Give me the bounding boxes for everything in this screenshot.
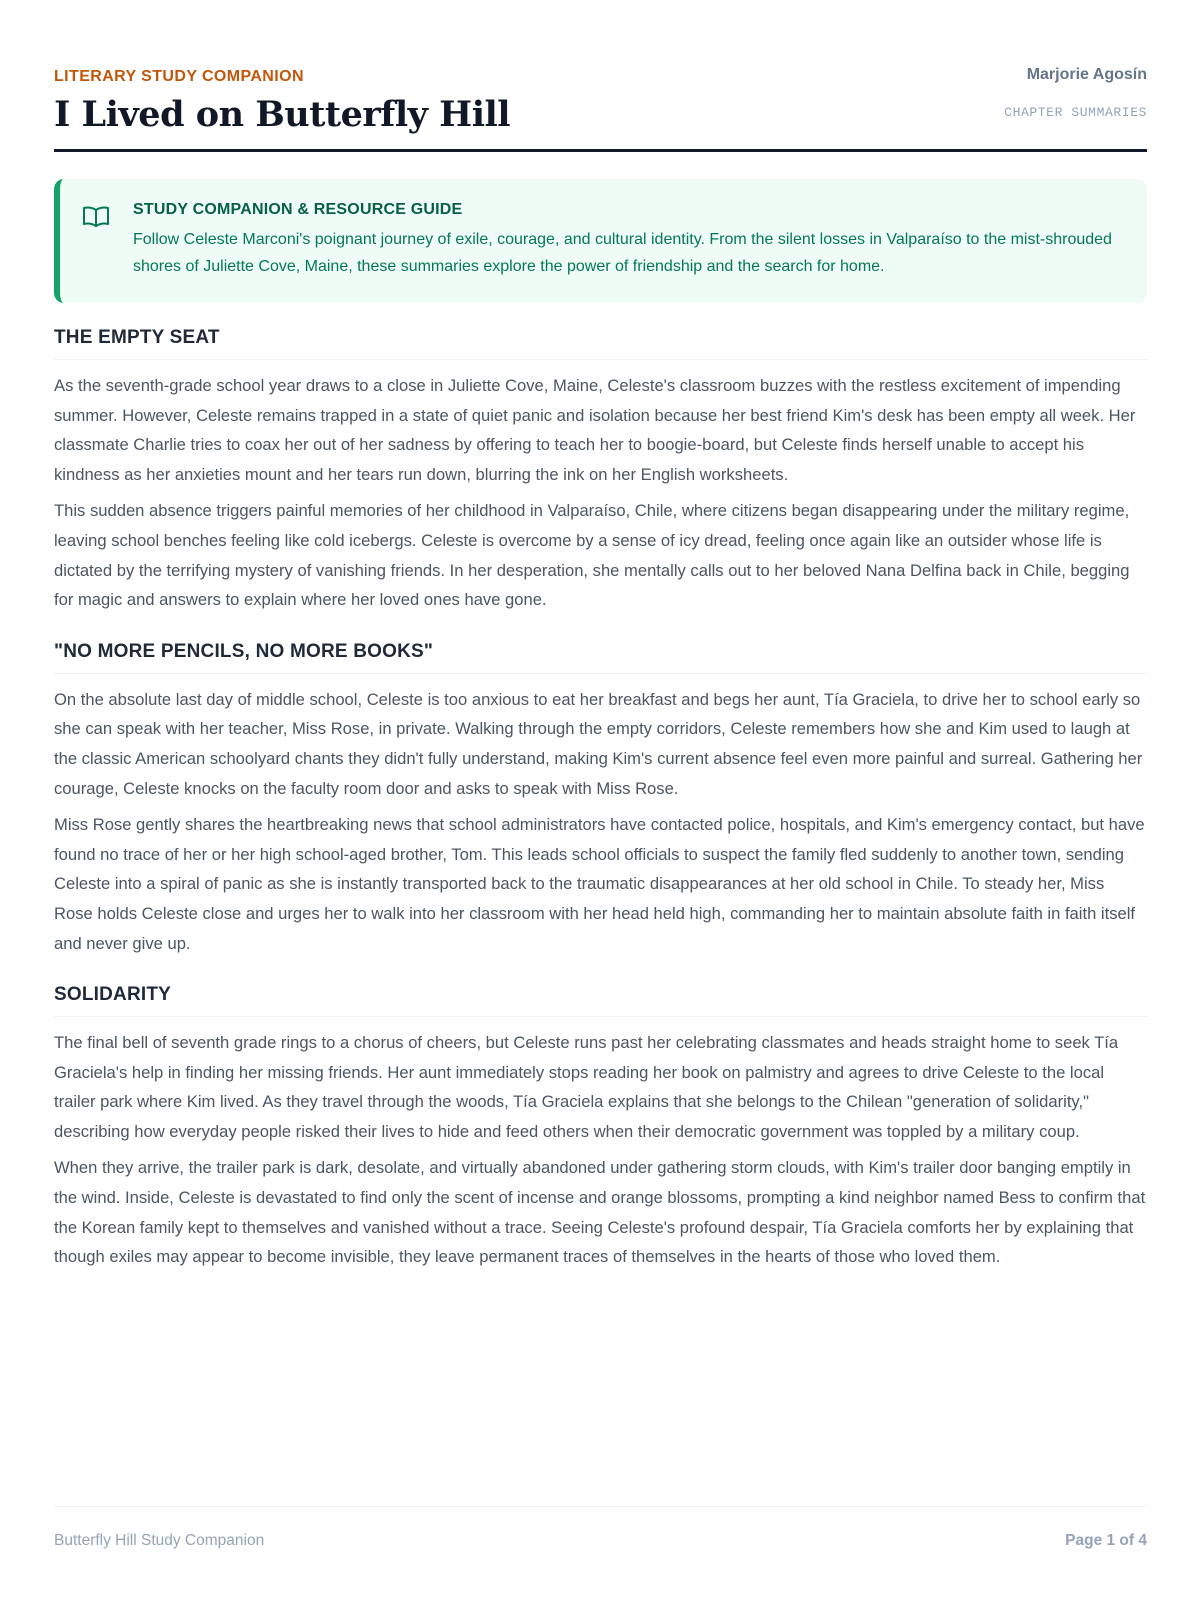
page-number: Page 1 of 4: [1065, 1532, 1147, 1549]
chapter-section: [54, 641, 1147, 958]
callout-text: Follow Celeste Marconi's poignant journey of exile, courage, and cultural identity. From the silent losses in Valparaíso to the mist-shrouded shores of Juliette Cove, Maine, these summaries explore the power of friendship and the search for home.: [133, 231, 1112, 275]
study-guide-callout: [54, 179, 1147, 303]
summary-paragraph: As the seventh-grade school year draws to a close in Juliette Cove, Maine, Celeste's classroom buzzes with the restless excitement of impending summer. However, Celeste remains trapped in a state of quiet panic and isolation because her best friend Kim's desk has been empty all week. Her classmate Charlie tries to coax her out of her sadness by offering to teach her to boogie-board, but Celeste finds herself unable to accept his kindness as her anxieties mount and her tears run down, blurring the ink on her English worksheets.: [54, 376, 1136, 484]
summary-paragraph: When they arrive, the trailer park is dark, desolate, and virtually abandoned under gathering storm clouds, with Kim's trailer door banging emptily in the wind. Inside, Celeste is devastated to find only the scent of incense and orange blossoms, prompting a kind neighbor named Bess to confirm that the Korean family kept to themselves and vanished without a trace. Seeing Celeste's profound despair, Tía Graciela comforts her by explaining that though exiles may appear to become invisible, they leave permanent traces of themselves in the hearts of those who loved them.: [54, 1158, 1146, 1267]
author-name: Marjorie Agosín: [1026, 66, 1147, 83]
chapter-section: [54, 984, 1147, 1272]
chapter-heading: THE EMPTY SEAT: [54, 327, 1147, 360]
chapter-summaries: [54, 327, 1147, 1298]
footer-publication-name: Butterfly Hill Study Companion: [54, 1532, 265, 1549]
summary-paragraph: This sudden absence triggers painful memories of her childhood in Valparaíso, Chile, where citizens began disappearing under the military regime, leaving school benches feeling like cold icebergs. Celeste is overcome by a sense of icy dread, feeling once again like an outsider whose life is dictated by the terrifying mystery of vanishing friends. In her desperation, she mentally calls out to her beloved Nana Delfina back in Chile, begging for magic and answers to explain where her loved ones have gone.: [54, 501, 1130, 610]
page-footer: [54, 1506, 1147, 1549]
summary-paragraph: On the absolute last day of middle school, Celeste is too anxious to eat her breakfast and begs her aunt, Tía Graciela, to drive her to school early so she can speak with her teacher, Miss Rose, in private. Walking through the empty corridors, Celeste remembers how she and Kim used to laugh at the classic American schoolyard chants they didn't fully understand, making Kim's current absence feel even more painful and surreal. Gathering her courage, Celeste knocks on the faculty room door and asks to speak with Miss Rose.: [54, 689, 1143, 798]
page-title: I Lived on Butterfly Hill: [54, 94, 511, 135]
chapter-section: [54, 327, 1147, 615]
chapter-heading: SOLIDARITY: [54, 984, 1147, 1017]
document-type-label: CHAPTER SUMMARIES: [1004, 105, 1147, 120]
callout-title: STUDY COMPANION & RESOURCE GUIDE: [133, 201, 463, 218]
chapter-heading: "NO MORE PENCILS, NO MORE BOOKS": [54, 641, 1147, 674]
open-book-icon: [82, 205, 110, 229]
document-page: [54, 0, 1147, 1600]
series-kicker: LITERARY STUDY COMPANION: [54, 68, 304, 85]
summary-paragraph: The final bell of seventh grade rings to a chorus of cheers, but Celeste runs past her celebrating classmates and heads straight home to seek Tía Graciela's help in finding her missing friends. Her aunt immediately stops reading her book on palmistry and agrees to drive Celeste to the local trailer park where Kim lived. As they travel through the woods, Tía Graciela explains that she belongs to the Chilean "generation of solidarity," describing how everyday people risked their lives to hide and feed others when their democratic government was toppled by a military coup.: [54, 1033, 1119, 1141]
document-header: [54, 66, 1147, 152]
summary-paragraph: Miss Rose gently shares the heartbreaking news that school administrators have contacted police, hospitals, and Kim's emergency contact, but have found no trace of her or her high school-aged brother, Tom. This leads school officials to suspect the family fled suddenly to another town, sending Celeste into a spiral of panic as she is instantly transported back to the traumatic disappearances at her old school in Chile. To steady her, Miss Rose holds Celeste close and urges her to walk into her classroom with her head held high, commanding her to maintain absolute faith in faith itself and never give up.: [54, 815, 1145, 953]
